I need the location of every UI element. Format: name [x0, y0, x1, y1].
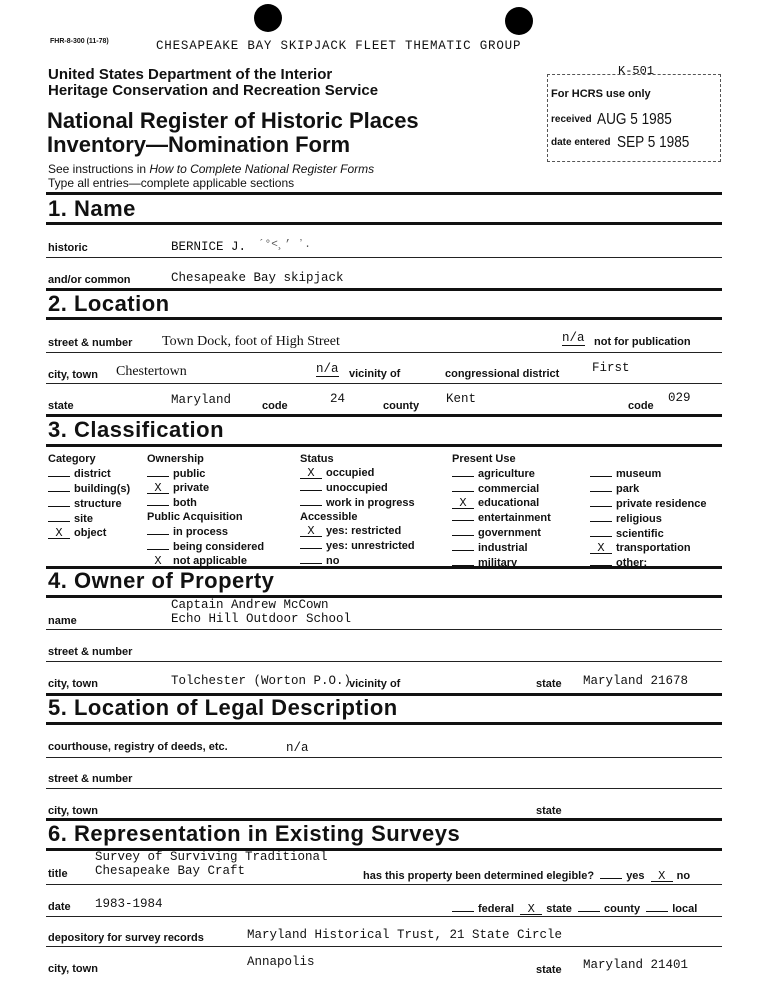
status-option-row: [300, 480, 415, 495]
present-use-option-checkbox[interactable]: [590, 481, 612, 492]
rule-survey-date: [46, 916, 722, 917]
survey-title-line-2: Chesapeake Bay Craft: [95, 864, 246, 878]
present-use-option-checkbox[interactable]: [590, 555, 612, 566]
survey-state-label: state: [536, 964, 562, 976]
present-use-option-row: [590, 511, 707, 526]
present-use-option-checkbox[interactable]: [452, 540, 474, 551]
category-option-row: [48, 526, 130, 540]
courthouse-value: n/a: [286, 741, 309, 755]
present-use-option-label: transportation: [616, 542, 691, 554]
present-use-option-checkbox[interactable]: [452, 525, 474, 536]
county-level-label: county: [604, 903, 641, 915]
legal-street-label: street & number: [48, 773, 133, 785]
category-option-checkbox[interactable]: [48, 496, 70, 507]
section-3-title: 3. Classification: [48, 417, 225, 442]
not-for-publication-mark: n/a: [562, 331, 585, 345]
instructions-line-2: Type all entries—complete applicable sections: [48, 176, 295, 190]
present-use-option-row: [590, 496, 707, 511]
ownership-option-checkbox[interactable]: [147, 495, 169, 506]
eligible-yes-box[interactable]: [600, 868, 622, 879]
present-use-option-checkbox[interactable]: [452, 481, 474, 492]
file-number: K-501: [618, 64, 655, 78]
section-1-title: 1. Name: [48, 196, 136, 221]
category-option-label: building(s): [74, 483, 131, 495]
survey-title-line-1: Survey of Surviving Traditional: [95, 850, 328, 864]
present-use-option-checkbox[interactable]: [590, 511, 612, 522]
eligible-yes-label: yes: [626, 870, 645, 882]
acquisition-option-row: [147, 524, 264, 539]
present-use-option-label: entertainment: [478, 512, 551, 524]
present-use-option-label: military: [478, 557, 518, 569]
city-value: Chestertown: [116, 364, 187, 379]
historic-label: historic: [48, 242, 88, 254]
congress-value: First: [592, 361, 630, 375]
present-use-heading: Present Use: [452, 453, 516, 465]
category-option-checkbox[interactable]: [48, 466, 70, 477]
rule-depository: [46, 946, 722, 947]
status-option-row: [300, 466, 415, 480]
rule-s4: [46, 595, 722, 598]
category-option-row: [48, 496, 130, 511]
received-label: received: [551, 114, 592, 125]
present-use-option-label: scientific: [616, 528, 664, 540]
ownership-option-label: private: [173, 482, 210, 494]
present-use-option-row: [590, 526, 707, 541]
city-label: city, town: [48, 369, 98, 381]
category-heading: Category: [48, 453, 96, 465]
present-use-option-row: [590, 466, 707, 481]
legal-city-label: city, town: [48, 805, 98, 817]
accessible-option-checkbox[interactable]: [300, 538, 322, 549]
accessible-heading: Accessible: [300, 511, 358, 523]
binder-hole-left: [254, 4, 282, 32]
historic-scribble: ´°<¸’ ʼ.: [258, 239, 311, 251]
category-option-checkbox[interactable]: [48, 511, 70, 522]
present-use-option-row: [452, 496, 551, 510]
status-option-checkbox[interactable]: [300, 480, 322, 491]
form-title-line-2: Inventory—Nomination Form: [47, 132, 351, 157]
present-use-option-row: [452, 481, 551, 496]
ownership-option-row: [147, 495, 264, 510]
status-group: [300, 452, 415, 568]
federal-label: federal: [478, 903, 515, 915]
owner-state-value: Maryland 21678: [583, 674, 689, 688]
section-4-title: 4. Owner of Property: [48, 568, 275, 593]
present-use-option-label: industrial: [478, 542, 528, 554]
category-option-row: [48, 511, 130, 526]
rule-survey-title: [46, 884, 722, 885]
status-option-row: [300, 495, 415, 510]
present-use-option-checkbox[interactable]: X: [590, 543, 612, 554]
present-use-group-2: [590, 466, 707, 570]
rule-owner-street: [46, 661, 722, 662]
present-use-option-row: [452, 466, 551, 481]
accessible-option-row: [300, 538, 415, 553]
acquisition-option-checkbox[interactable]: [147, 539, 169, 550]
status-option-checkbox[interactable]: X: [300, 468, 322, 479]
entered-stamp: SEP 5 1985: [617, 134, 690, 151]
present-use-option-label: agriculture: [478, 468, 535, 480]
present-use-option-checkbox[interactable]: X: [452, 498, 474, 509]
category-option-row: [48, 466, 130, 481]
federal-box[interactable]: [452, 901, 474, 912]
acquisition-option-row: [147, 539, 264, 554]
state-box[interactable]: X: [520, 904, 542, 915]
acquisition-option-label: being considered: [173, 541, 265, 553]
rule-s3: [46, 444, 722, 447]
accessible-option-checkbox[interactable]: X: [300, 526, 322, 537]
owner-vicinity-label: vicinity of: [349, 678, 401, 690]
owner-name-line-1: Captain Andrew McCown: [171, 598, 329, 612]
rule-street: [46, 352, 722, 353]
county-label: county: [383, 400, 420, 412]
survey-state-value: Maryland 21401: [583, 958, 689, 972]
hcrs-heading: For HCRS use only: [551, 88, 651, 100]
present-use-option-label: museum: [616, 468, 662, 480]
status-heading: Status: [300, 453, 334, 465]
survey-city-label: city, town: [48, 963, 98, 975]
acquisition-option-checkbox[interactable]: X: [147, 556, 169, 567]
owner-city-value: Tolchester (Worton P.O.): [171, 674, 352, 688]
category-option-checkbox[interactable]: [48, 481, 70, 492]
owner-state-label: state: [536, 678, 562, 690]
eligible-question-text: has this property been determined elegible?: [363, 870, 595, 882]
congress-label: congressional district: [445, 368, 560, 380]
eligible-question: [363, 868, 690, 882]
local-box[interactable]: [646, 901, 668, 912]
survey-date-value: 1983-1984: [95, 897, 163, 911]
category-option-row: [48, 481, 130, 496]
ownership-option-checkbox[interactable]: [147, 466, 169, 477]
survey-title-label: title: [48, 868, 68, 880]
rule-top: [46, 192, 722, 195]
state-value: Maryland: [171, 393, 232, 407]
thematic-group-title: CHESAPEAKE BAY SKIPJACK FLEET THEMATIC GROUP: [156, 39, 522, 53]
present-use-option-checkbox[interactable]: [452, 555, 474, 566]
code2-value: 029: [668, 391, 691, 405]
present-use-option-row: [452, 525, 551, 540]
rule-owner-name: [46, 629, 722, 630]
accessible-option-checkbox[interactable]: [300, 553, 322, 564]
present-use-option-checkbox[interactable]: [452, 466, 474, 477]
accessible-option-label: no: [326, 555, 340, 567]
acquisition-option-checkbox[interactable]: [147, 524, 169, 535]
present-use-option-row: [452, 540, 551, 555]
street-value: Town Dock, foot of High Street: [162, 334, 340, 349]
acquisition-option-label: not applicable: [173, 555, 247, 567]
rule-s1: [46, 222, 722, 225]
ownership-option-label: public: [173, 468, 206, 480]
vicinity-mark: n/a: [316, 362, 339, 376]
code-label: code: [262, 400, 288, 412]
category-group: [48, 452, 130, 540]
owner-city-label: city, town: [48, 678, 98, 690]
binder-hole-right: [505, 7, 533, 35]
received-stamp: AUG 5 1985: [597, 111, 672, 128]
department-line-1: United States Department of the Interior: [48, 66, 333, 83]
date-entered-label: date entered: [551, 137, 611, 148]
common-value: Chesapeake Bay skipjack: [171, 271, 344, 285]
present-use-group: [452, 452, 551, 570]
status-option-label: occupied: [326, 467, 375, 479]
present-use-option-label: government: [478, 527, 541, 539]
present-use-option-checkbox[interactable]: [590, 496, 612, 507]
status-option-checkbox[interactable]: [300, 495, 322, 506]
acquisition-heading: Public Acquisition: [147, 511, 243, 523]
present-use-option-row: [452, 510, 551, 525]
status-option-label: unoccupied: [326, 482, 388, 494]
state-label: state: [48, 400, 74, 412]
courthouse-label: courthouse, registry of deeds, etc.: [48, 741, 228, 753]
present-use-option-label: religious: [616, 513, 662, 525]
present-use-option-row: [590, 541, 707, 555]
ownership-group: [147, 452, 264, 568]
county-box[interactable]: [578, 901, 600, 912]
present-use-option-checkbox[interactable]: [590, 466, 612, 477]
present-use-option-label: educational: [478, 497, 540, 509]
accessible-option-row: [300, 524, 415, 538]
owner-name-label: name: [48, 615, 77, 627]
legal-state-label: state: [536, 805, 562, 817]
present-use-option-label: commercial: [478, 483, 540, 495]
rule-courthouse: [46, 757, 722, 758]
form-number: FHR-8-300 (11-78): [50, 38, 109, 45]
owner-street-label: street & number: [48, 646, 133, 658]
local-level-label: local: [672, 903, 698, 915]
form-title-line-1: National Register of Historic Places: [47, 108, 419, 133]
ownership-option-row: [147, 466, 264, 481]
ownership-option-checkbox[interactable]: X: [147, 483, 169, 494]
status-option-label: work in progress: [326, 497, 415, 509]
category-option-label: site: [74, 513, 93, 525]
present-use-option-label: park: [616, 483, 640, 495]
present-use-option-label: private residence: [616, 498, 707, 510]
present-use-option-checkbox[interactable]: [452, 510, 474, 521]
category-option-label: district: [74, 468, 111, 480]
eligible-no-label: no: [676, 870, 691, 882]
survey-level: [452, 901, 697, 915]
historic-value: BERNICE J.: [171, 240, 247, 254]
ownership-option-label: both: [173, 497, 197, 509]
eligible-no-box[interactable]: X: [651, 871, 673, 882]
code2-label: code: [628, 400, 654, 412]
depository-label: depository for survey records: [48, 932, 204, 944]
rule-legal-street: [46, 788, 722, 789]
category-option-label: object: [74, 527, 107, 539]
department-line-2: Heritage Conservation and Recreation Service: [48, 82, 379, 99]
section-6-title: 6. Representation in Existing Surveys: [48, 821, 461, 846]
instructions-line-1: [48, 162, 374, 176]
survey-date-label: date: [48, 901, 71, 913]
section-5-title: 5. Location of Legal Description: [48, 695, 398, 720]
depository-value: Maryland Historical Trust, 21 State Circle: [247, 928, 563, 942]
category-option-label: structure: [74, 498, 122, 510]
accessible-option-label: yes: unrestricted: [326, 540, 415, 552]
rule-s5: [46, 722, 722, 725]
instructions-italic: How to Complete National Register Forms: [149, 162, 375, 176]
survey-city-value: Annapolis: [247, 955, 315, 969]
ownership-heading: Ownership: [147, 453, 204, 465]
category-option-checkbox[interactable]: X: [48, 528, 70, 539]
vicinity-label: vicinity of: [349, 368, 401, 380]
not-for-publication-label: not for publication: [594, 336, 691, 348]
state-level-label: state: [546, 903, 572, 915]
rule-historic: [46, 257, 722, 258]
common-label: and/or common: [48, 274, 131, 286]
present-use-option-row: [590, 481, 707, 496]
county-value: Kent: [446, 392, 477, 406]
owner-name-line-2: Echo Hill Outdoor School: [171, 612, 352, 626]
code-value: 24: [330, 392, 346, 406]
present-use-option-checkbox[interactable]: [590, 526, 612, 537]
accessible-option-label: yes: restricted: [326, 525, 402, 537]
street-label: street & number: [48, 337, 133, 349]
rule-city: [46, 383, 722, 384]
section-2-title: 2. Location: [48, 291, 170, 316]
ownership-option-row: [147, 481, 264, 495]
rule-s2: [46, 317, 722, 320]
instructions-prefix: See instructions in: [48, 162, 150, 176]
present-use-option-label: other:: [616, 557, 648, 569]
acquisition-option-label: in process: [173, 526, 229, 538]
